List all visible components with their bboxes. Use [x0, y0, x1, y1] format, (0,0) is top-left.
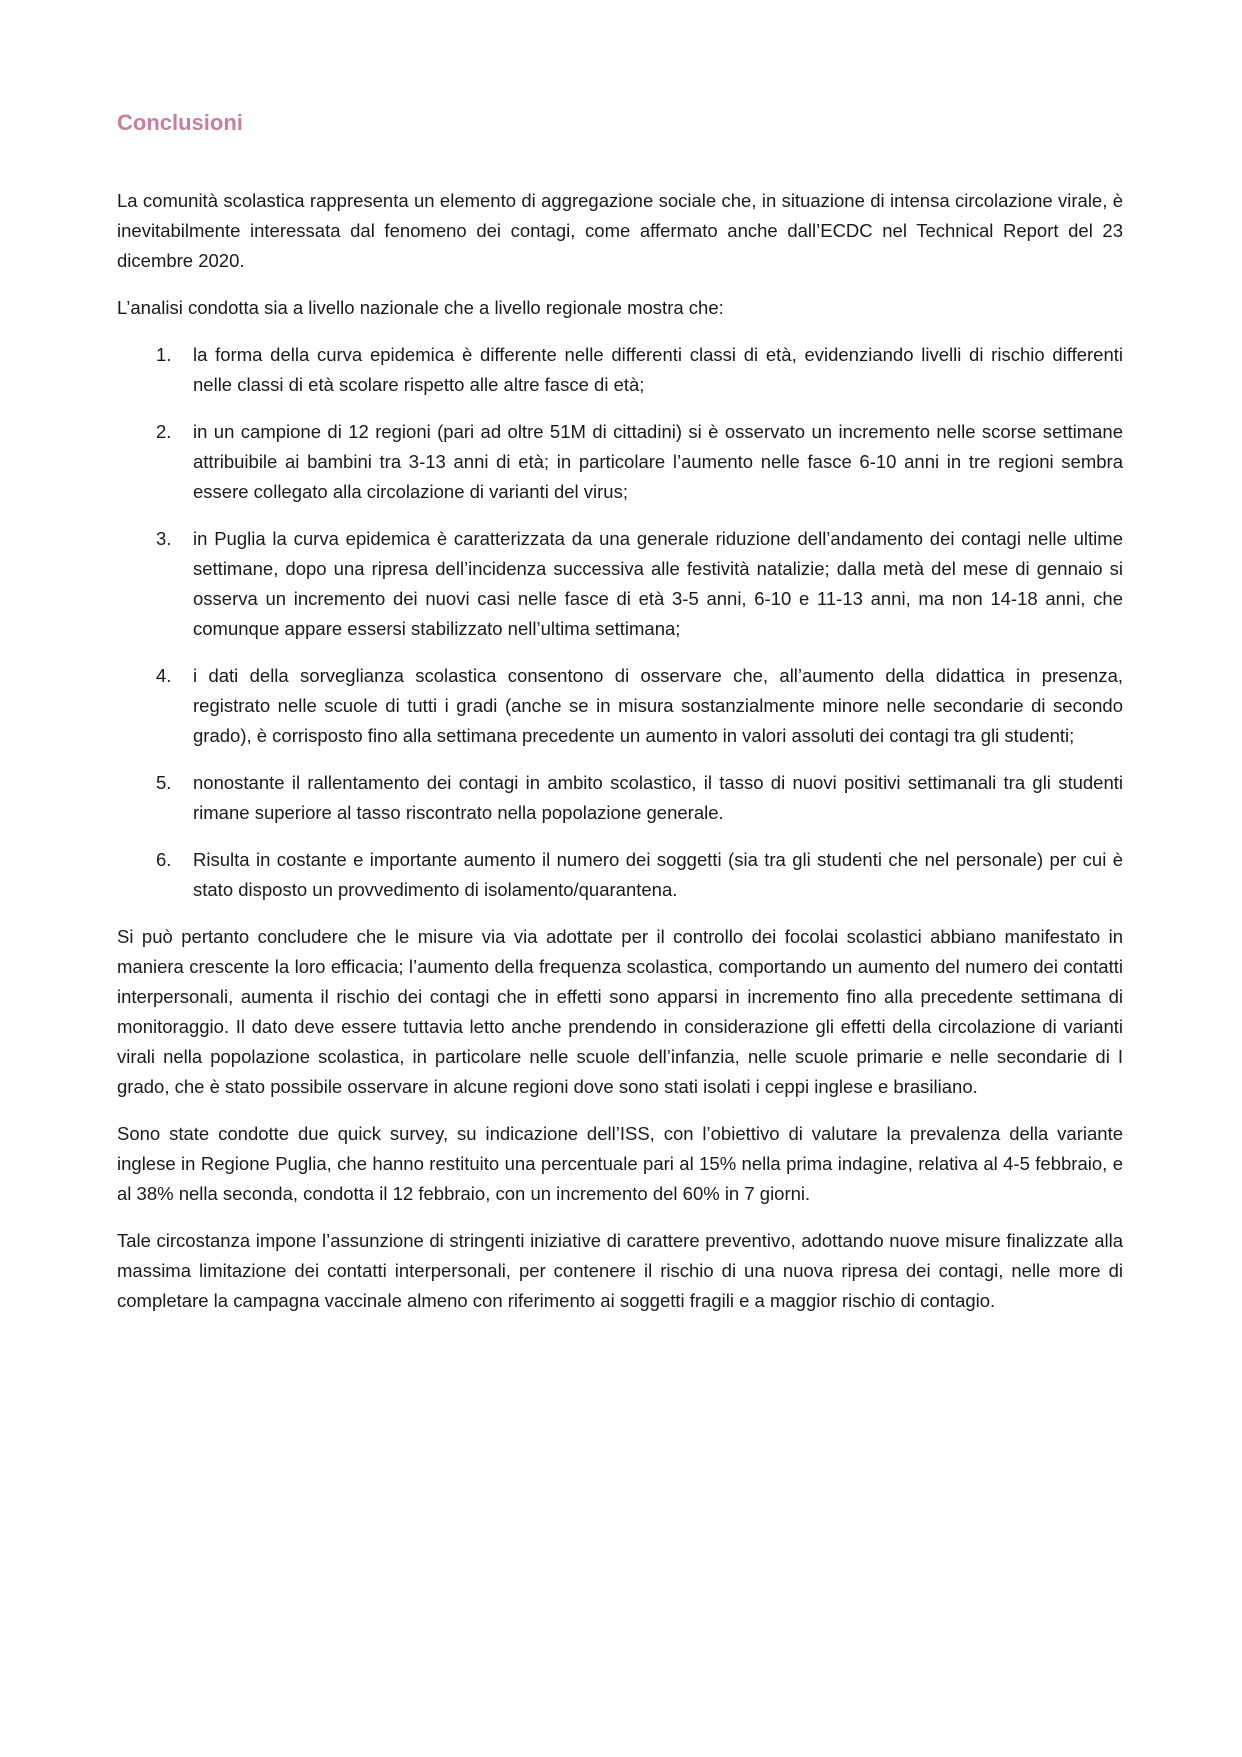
lead-paragraph: L’analisi condotta sia a livello nazionale che a livello regionale mostra che: [117, 297, 724, 318]
conclusion-paragraph: Si può pertanto concludere che le misure via via adottate per il controllo dei focolai scolastici abbiano manifestato in maniera crescente la loro efficacia; l’aumento della frequenza scolastica, comportando un aumento del numero dei contatti interpersonali, aumenta il rischio dei contagi che in effetti sono apparsi in incremento fino alla precedente settimana di monitoraggio. Il dato deve essere tuttavia letto anche prendendo in considerazione gli effetti della circolazione di varianti virali nella popolazione scolastica, in particolare nelle scuole dell’infanzia, nelle scuole primarie e nelle secondarie di I grado, che è stato possibile osservare in alcune regioni dove sono stati isolati i ceppi inglese e brasiliano. [117, 926, 1123, 1097]
finding-number: 6. [156, 849, 172, 870]
findings-list [117, 340, 1123, 905]
finding-item [117, 417, 1123, 507]
document-page [117, 108, 1123, 1333]
finding-text: i dati della sorveglianza scolastica consentono di osservare che, all’aumento della didattica in presenza, registrato nelle scuole di tutti i gradi (anche se in misura sostanzialmente minore nelle secondarie di secondo grado), è corrisposto fino alla settimana precedente un aumento in valori assoluti dei contagi tra gli studenti; [193, 665, 1123, 746]
finding-number: 4. [156, 665, 172, 686]
finding-text: in Puglia la curva epidemica è caratterizzata da una generale riduzione dell’andamento dei contagi nelle ultime settimane, dopo una ripresa dell’incidenza successiva alle festività natalizie; dalla metà del mese di gennaio si osserva un incremento dei nuovi casi nelle fasce di età 3-5 anni, 6-10 e 11-13 anni, ma non 14-18 anni, che comunque appare essersi stabilizzato nell’ultima settimana; [193, 528, 1123, 639]
finding-item [117, 768, 1123, 828]
finding-item [117, 340, 1123, 400]
finding-item [117, 845, 1123, 905]
closing-paragraph: Tale circostanza impone l’assunzione di stringenti iniziative di carattere preventivo, adottando nuove misure finalizzate alla massima limitazione dei contatti interpersonali, per contenere il rischio di una nuova ripresa dei contagi, nelle more di completare la campagna vaccinale almeno con riferimento ai soggetti fragili e a maggior rischio di contagio. [117, 1230, 1123, 1311]
survey-paragraph: Sono state condotte due quick survey, su indicazione dell’ISS, con l’obiettivo di valutare la prevalenza della variante inglese in Regione Puglia, che hanno restituito una percentuale pari al 15% nella prima indagine, relativa al 4-5 febbraio, e al 38% nella seconda, condotta il 12 febbraio, con un incremento del 60% in 7 giorni. [117, 1123, 1123, 1204]
section-title: Conclusioni [117, 110, 243, 135]
finding-item [117, 524, 1123, 644]
finding-text: la forma della curva epidemica è differente nelle differenti classi di età, evidenziando livelli di rischio differenti nelle classi di età scolare rispetto alle altre fasce di età; [193, 344, 1123, 395]
finding-item [117, 661, 1123, 751]
finding-text: nonostante il rallentamento dei contagi in ambito scolastico, il tasso di nuovi positivi settimanali tra gli studenti rimane superiore al tasso riscontrato nella popolazione generale. [193, 772, 1123, 823]
intro-paragraph: La comunità scolastica rappresenta un elemento di aggregazione sociale che, in situazione di intensa circolazione virale, è inevitabilmente interessata dal fenomeno dei contagi, come affermato anche dall’ECDC nel Technical Report del 23 dicembre 2020. [117, 190, 1123, 271]
finding-number: 2. [156, 421, 172, 442]
finding-number: 1. [156, 344, 172, 365]
finding-text: in un campione di 12 regioni (pari ad oltre 51M di cittadini) si è osservato un incremento nelle scorse settimane attribuibile ai bambini tra 3-13 anni di età; in particolare l’aumento nelle fasce 6-10 anni in tre regioni sembra essere collegato alla circolazione di varianti del virus; [193, 421, 1123, 502]
finding-number: 3. [156, 528, 172, 549]
finding-text: Risulta in costante e importante aumento il numero dei soggetti (sia tra gli studenti che nel personale) per cui è stato disposto un provvedimento di isolamento/quarantena. [193, 849, 1123, 900]
finding-number: 5. [156, 772, 172, 793]
